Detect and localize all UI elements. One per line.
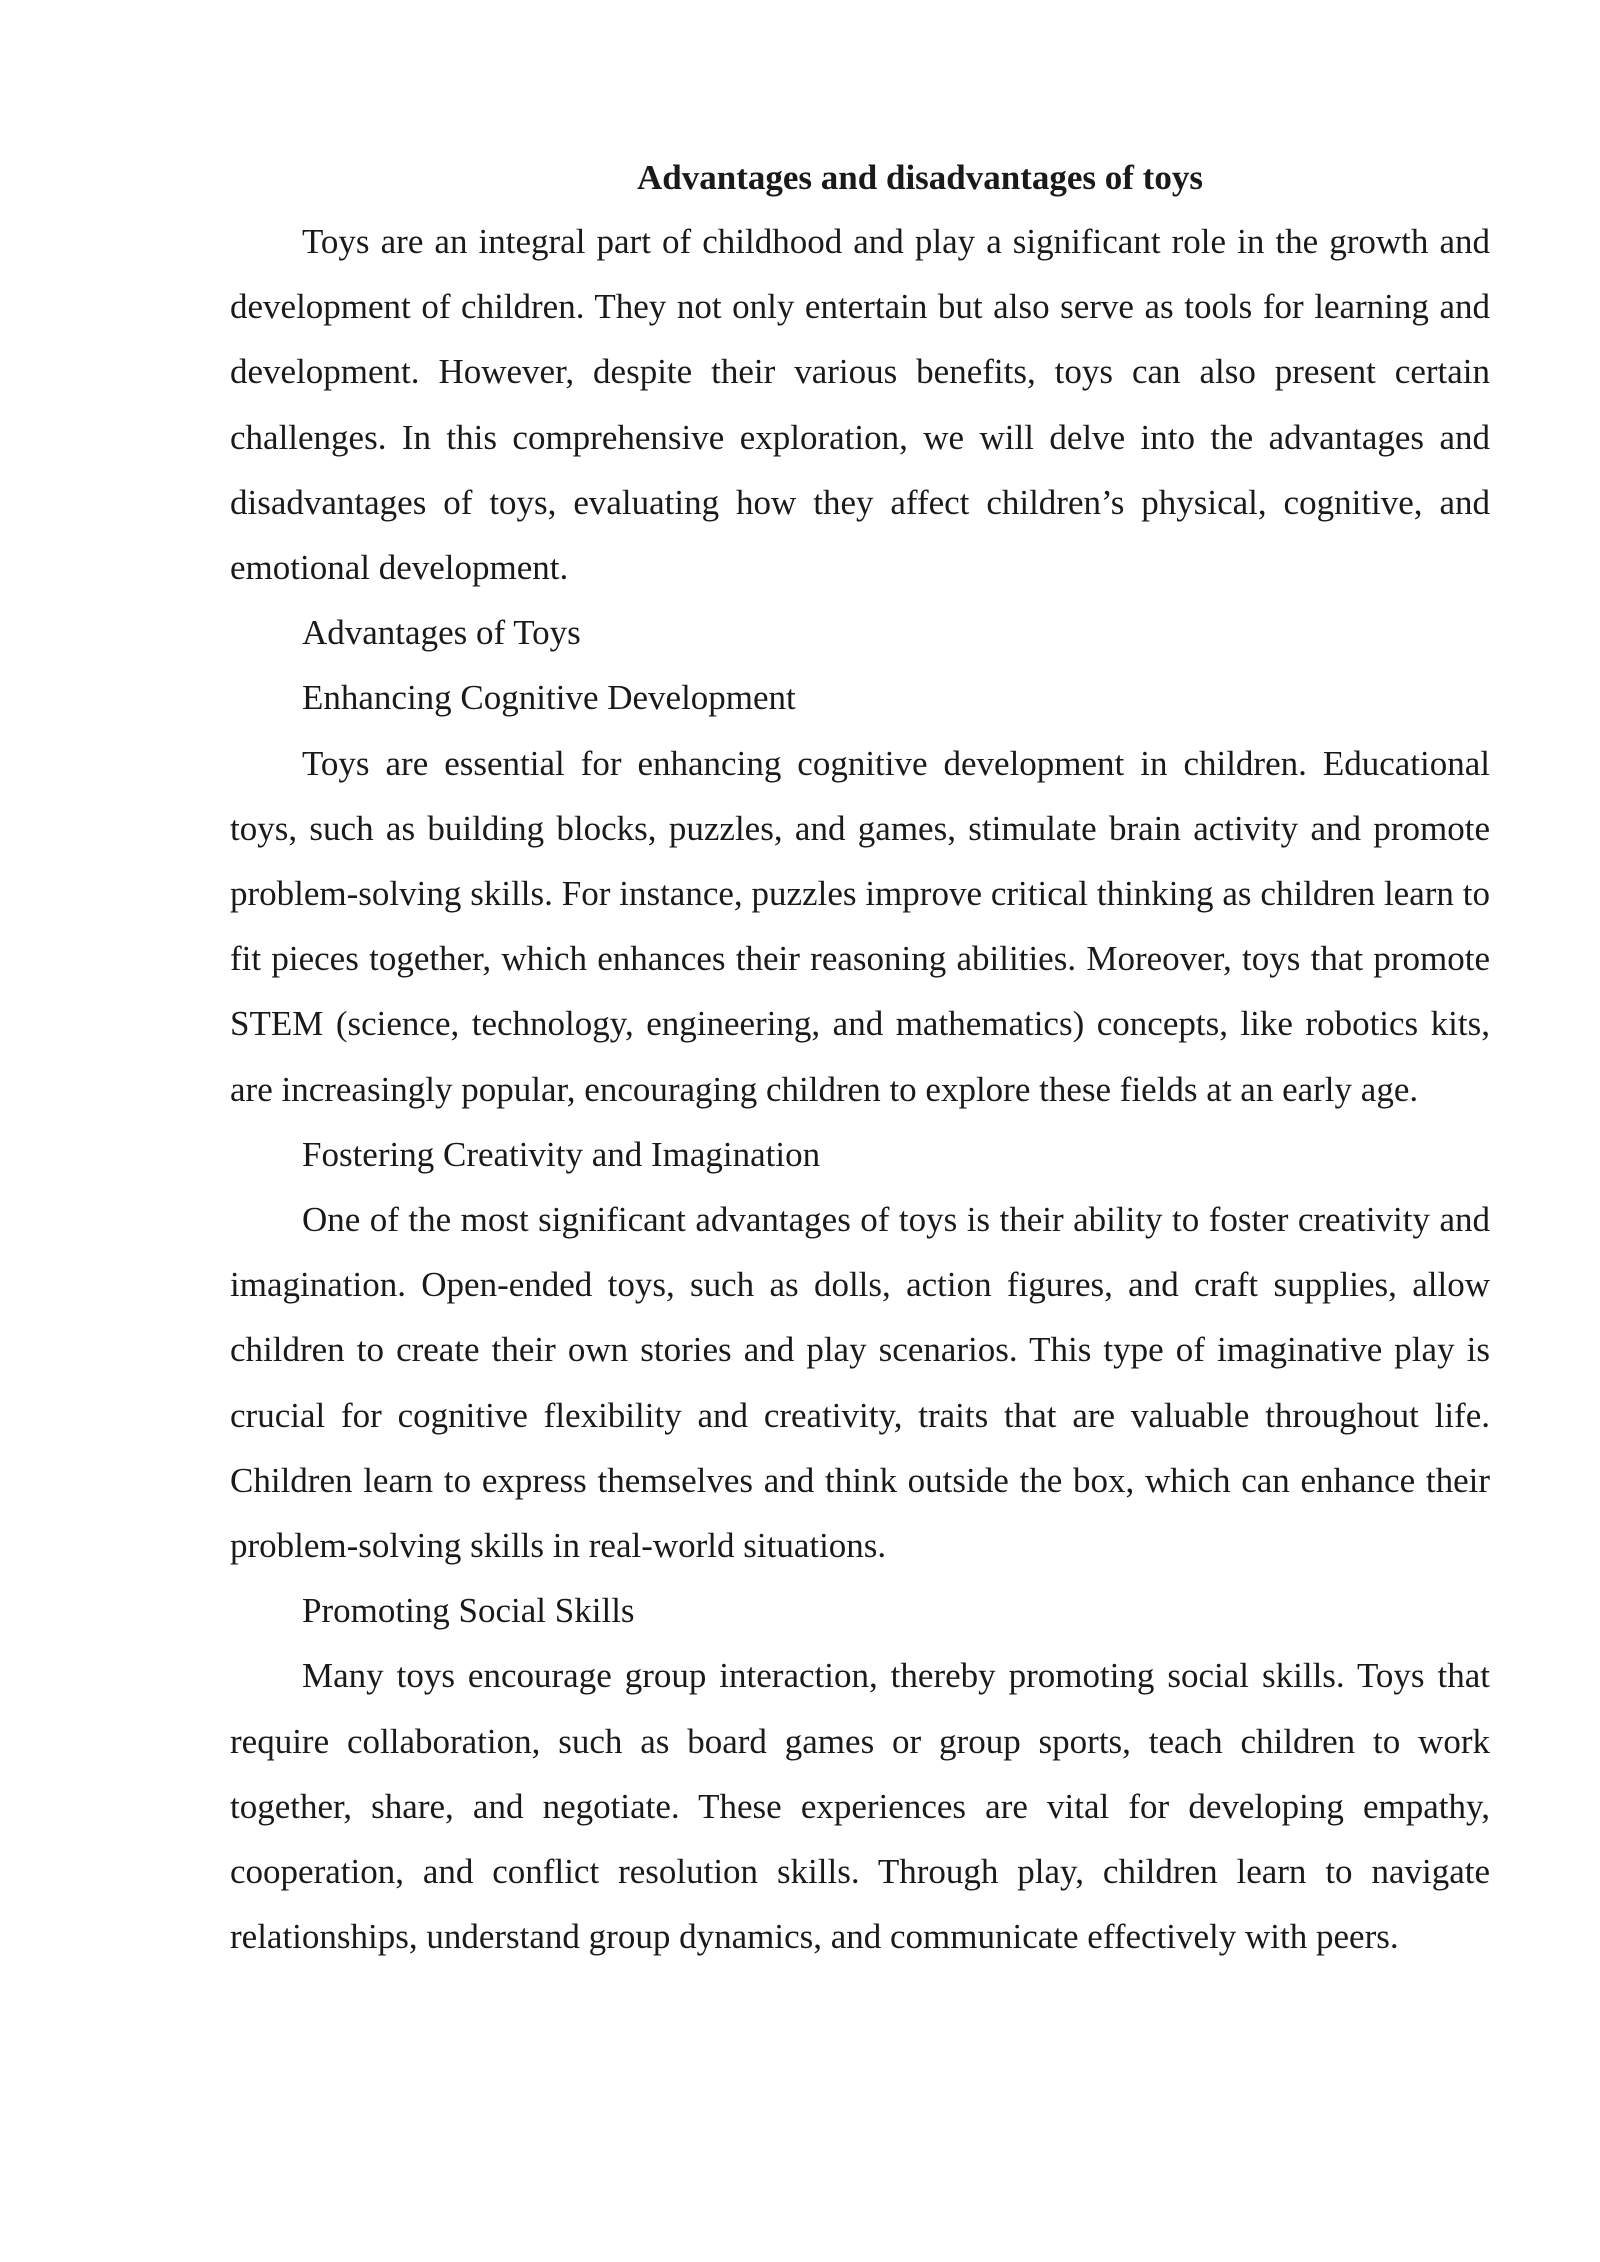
subsection-paragraph: One of the most significant advantages of toys is their ability to foster creativity and imagination. Open-ended toys, such as dolls, action figures, and craft supplies, allow children to create their own stories and play scenarios. This type of imaginative play is crucial for cognitive flexibility and creativity, traits that are valuable throughout life. Children learn to express themselves and think outside the box, which can enhance their problem-solving skills in real-world situations.: [230, 1200, 1490, 1566]
section-heading: Advantages of Toys: [302, 613, 581, 653]
subsection-heading: Enhancing Cognitive Development: [302, 678, 796, 718]
subsection-heading: Promoting Social Skills: [302, 1591, 635, 1631]
document-title: Advantages and disadvantages of toys: [637, 158, 1203, 197]
subsection-paragraph: Toys are essential for enhancing cognitive development in children. Educational toys, such as building blocks, puzzles, and games, stimulate brain activity and promote problem-solving skills. For instance, puzzles improve critical thinking as children learn to fit pieces together, which enhances their reasoning abilities. Moreover, toys that promote STEM (science, technology, engineering, and mathematics) concepts, like robotics kits, are increasingly popular, encouraging children to explore these fields at an early age.: [230, 743, 1490, 1109]
subsection-heading: Fostering Creativity and Imagination: [302, 1134, 821, 1174]
intro-paragraph: Toys are an integral part of childhood and play a significant role in the growth and development of children. They not only entertain but also serve as tools for learning and development. However, despite their various benefits, toys can also present certain challenges. In this comprehensive exploration, we will delve into the advantages and disadvantages of toys, evaluating how they affect children’s physical, cognitive, and emotional development.: [230, 222, 1490, 588]
subsection-paragraph: Many toys encourage group interaction, thereby promoting social skills. Toys that require collaboration, such as board games or group sports, teach children to work together, share, and negotiate. These experiences are vital for developing empathy, cooperation, and conflict resolution skills. Through play, children learn to navigate relationships, understand group dynamics, and communicate effectively with peers.: [230, 1656, 1490, 1957]
document-body: [230, 147, 1490, 1969]
